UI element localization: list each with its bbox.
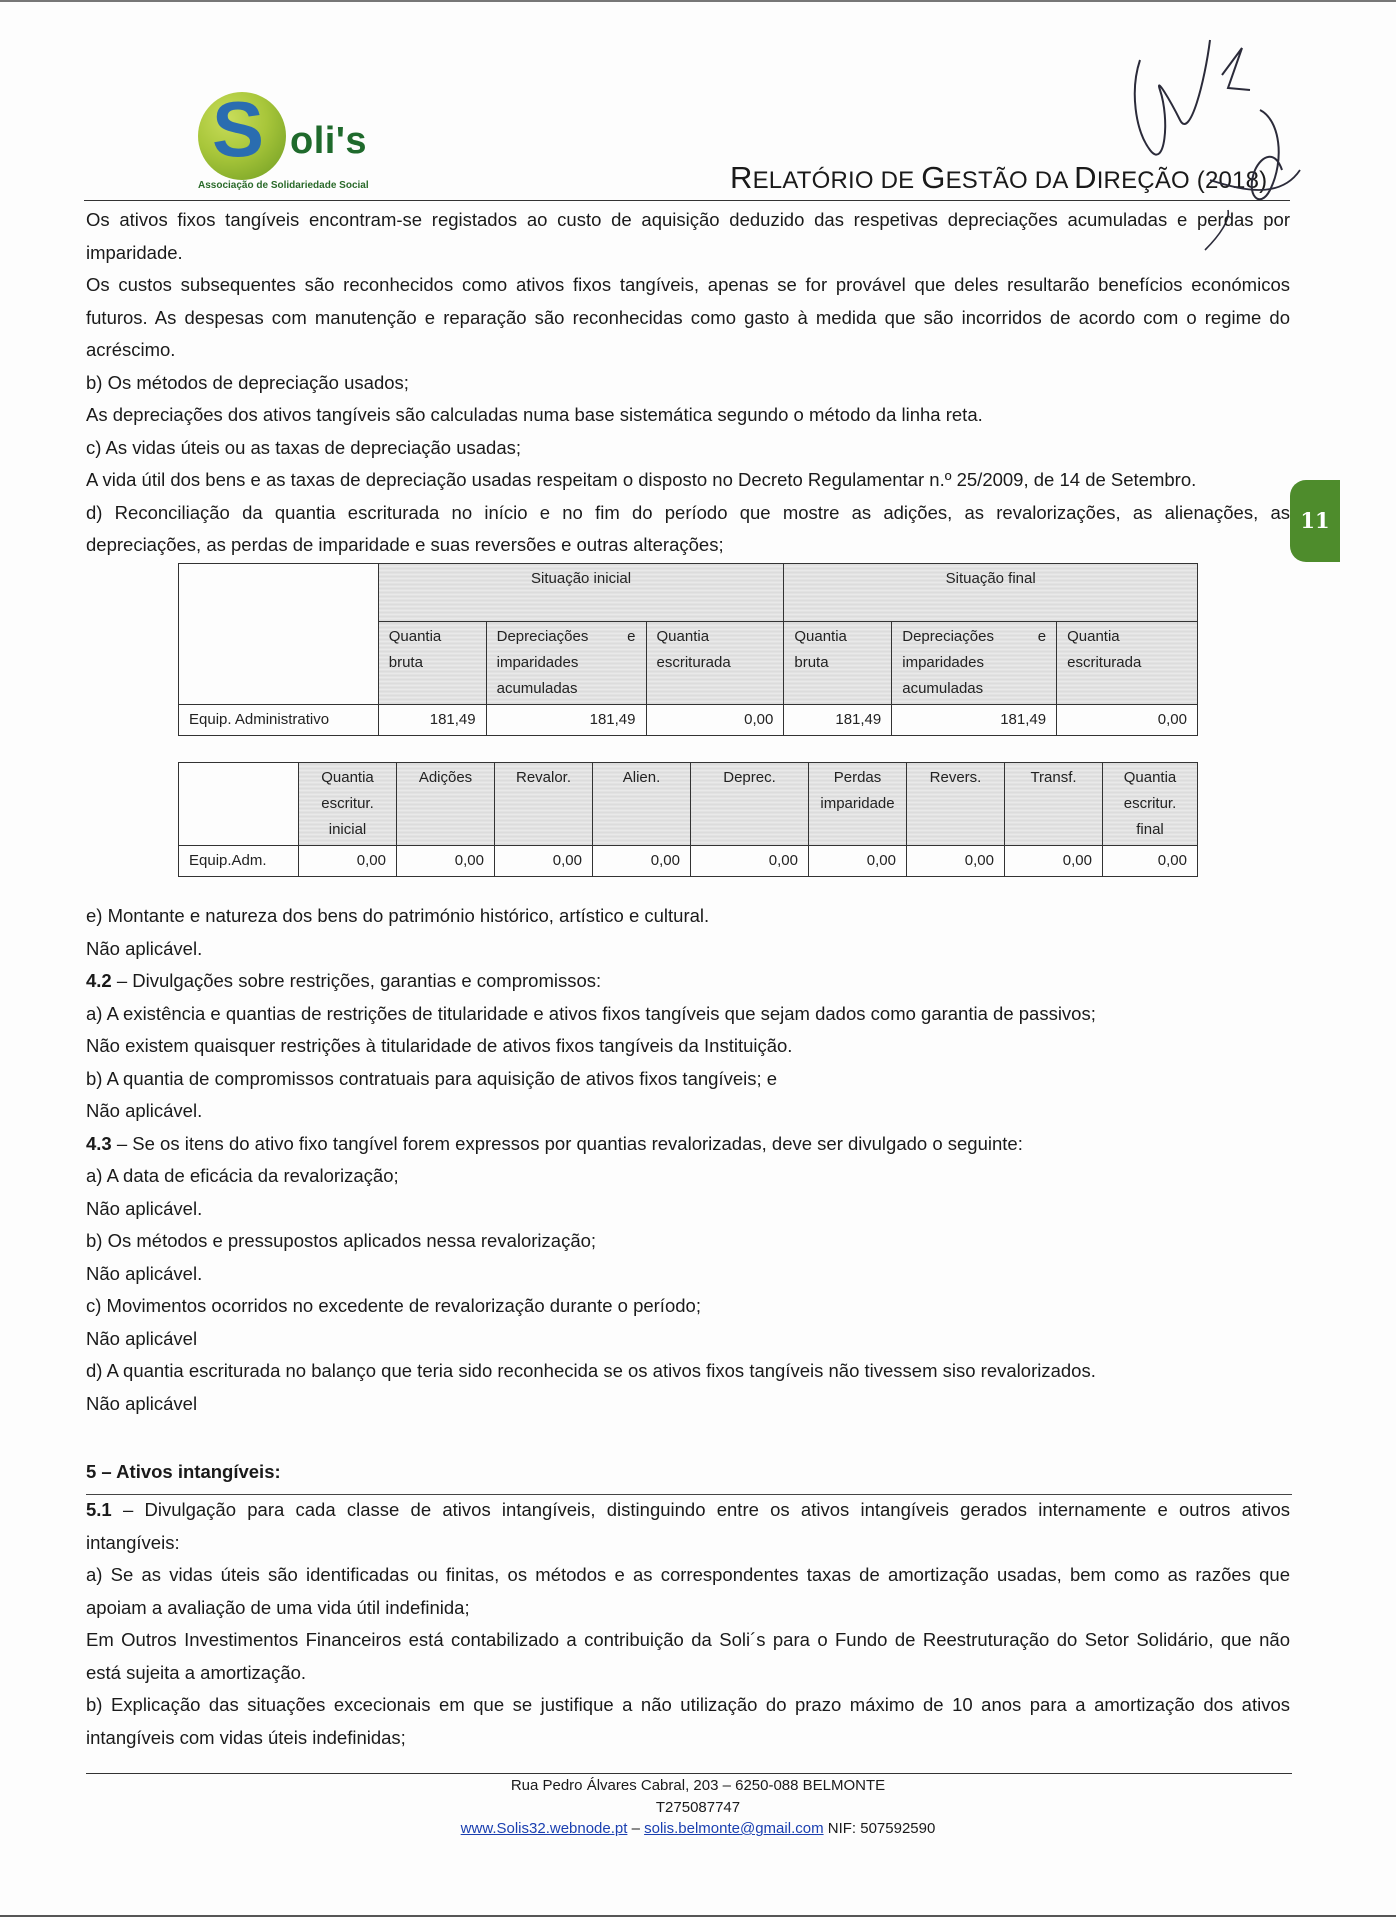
section-number: 4.3: [86, 1132, 112, 1154]
header-line: bruta: [794, 654, 829, 671]
header-line: escritur.: [1123, 795, 1177, 812]
column-header: [691, 763, 809, 846]
group-header-final: Situação final: [784, 564, 1198, 622]
scan-bottom-edge: [0, 1915, 1396, 1917]
paragraph-line: [86, 1095, 1290, 1128]
header-line: Deprec.: [723, 769, 776, 786]
line-text: está sujeita a amortização.: [86, 1661, 307, 1683]
report-title-part: G: [921, 160, 946, 195]
column-header: [299, 763, 397, 846]
paragraph-line: [86, 1559, 1290, 1592]
table-cell: 0,00: [397, 846, 495, 877]
row-label: Equip.Adm.: [179, 846, 299, 877]
header-line: Quantia: [388, 628, 442, 645]
group-header-initial: Situação inicial: [378, 564, 784, 622]
table-cell: 0,00: [907, 846, 1005, 877]
report-title-part: ELATÓRIO DE: [752, 167, 922, 194]
paragraph-line: [86, 1527, 1290, 1560]
header-word: Depreciações: [496, 628, 589, 645]
line-text: Não aplicável.: [86, 1100, 203, 1121]
paragraph-line: [86, 1160, 1290, 1193]
table-cell: 0,00: [593, 846, 691, 877]
column-header: [495, 763, 593, 846]
line-text: Não aplicável: [86, 1392, 198, 1414]
header-line: imparidade: [820, 795, 895, 812]
section-5: [86, 1456, 1290, 1489]
line-text: a) Se as vidas úteis são identificadas ou finitas, os métodos e as correspondentes taxas de amortização usadas, bem como as razões que: [86, 1564, 1290, 1585]
paragraph-line: As depreciações dos ativos tangíveis são calculadas numa base sistemática segundo o método da linha reta.: [86, 404, 983, 425]
header-line: [902, 624, 1046, 650]
paragraph-line: [86, 1290, 1290, 1323]
paragraph-line: [86, 1030, 1290, 1063]
header-line: Adições: [418, 769, 473, 786]
paragraph-line: imparidade.: [86, 241, 183, 263]
table-cell: 0,00: [691, 846, 809, 877]
table-cell: 0,00: [1057, 705, 1198, 736]
line-text: apoiam a avaliação de uma vida útil indefinida;: [86, 1596, 470, 1618]
column-header: [1057, 622, 1198, 705]
line-text: Não aplicável.: [86, 1197, 203, 1219]
paragraph-line: [86, 998, 1290, 1031]
paragraph-line: [86, 1388, 1290, 1421]
tangible-assets-situation-table: [178, 563, 1198, 736]
paragraph-line: b) Os métodos de depreciação usados;: [86, 371, 409, 393]
row-label: Equip. Administrativo: [179, 705, 379, 736]
line-text: Não existem quaisquer restrições à titularidade de ativos fixos tangíveis da Instituição.: [86, 1035, 793, 1056]
paragraph-line: d) Reconciliação da quantia escriturada no início e no fim do período que mostre as adições, as revalorizações, as alienações, as: [86, 501, 1290, 523]
header-line: imparidades: [496, 654, 579, 671]
paragraph-line: [86, 1063, 1290, 1096]
header-line: Revalor.: [515, 769, 572, 786]
table-cell: 181,49: [486, 705, 646, 736]
section-number: 5.1: [86, 1499, 112, 1520]
paragraph-line: [86, 900, 1290, 933]
email-link[interactable]: solis.belmonte@gmail.com: [644, 1820, 824, 1837]
header-line: final: [1136, 821, 1164, 838]
header-line: Quantia: [656, 628, 710, 645]
header-word: e: [1037, 628, 1047, 645]
table-corner-cell: [179, 564, 379, 705]
header-word: Depreciações: [902, 628, 994, 645]
footer-contacts: [0, 1820, 1396, 1837]
document-body-continued: [86, 900, 1290, 1420]
logo-name: oli's: [290, 120, 367, 162]
line-text: intangíveis com vidas úteis indefinidas;: [86, 1726, 406, 1748]
paragraph-line: [86, 933, 1290, 966]
logo-subtitle: Associação de Solidariedade Social: [198, 180, 369, 191]
header-line: acumuladas: [902, 680, 984, 697]
paragraph-line: [86, 1592, 1290, 1625]
line-text: – Se os itens do ativo fixo tangível forem expressos por quantias revalorizadas, deve ser divulgado o seguinte:: [111, 1132, 1023, 1154]
column-header: [1005, 763, 1103, 846]
footer-address: Rua Pedro Álvares Cabral, 203 – 6250-088 BELMONTE: [510, 1777, 886, 1794]
line-text: – Divulgações sobre restrições, garantias e compromissos:: [111, 970, 602, 991]
header-line: Quantia: [321, 769, 374, 786]
scan-top-edge: [0, 0, 1396, 2]
paragraph-line: [86, 1193, 1290, 1226]
header-line: inicial: [328, 821, 367, 838]
section-number: 4.2: [86, 970, 112, 991]
footer-separator: –: [627, 1820, 645, 1837]
paragraph-line: futuros. As despesas com manutenção e reparação são reconhecidas como gasto à medida que são incorridos de acordo com o regime do: [86, 306, 1290, 328]
website-link[interactable]: www.Solis32.webnode.pt: [460, 1820, 628, 1837]
section-5-body: [86, 1494, 1290, 1754]
paragraph-line: [86, 965, 1290, 998]
line-text: Em Outros Investimentos Financeiros está contabilizado a contribuição da Soli´s para o Fundo de Reestruturação do Setor Solidário, que não: [86, 1629, 1290, 1650]
paragraph-line: [86, 1494, 1290, 1527]
section-title: 5 – Ativos intangíveis:: [86, 1461, 281, 1482]
line-text: intangíveis:: [86, 1531, 180, 1553]
paragraph-line: [86, 1689, 1290, 1722]
line-text: a) A data de eficácia da revalorização;: [86, 1165, 399, 1186]
table-cell: 181,49: [784, 705, 892, 736]
table-cell: 0,00: [299, 846, 397, 877]
paragraph-line: [86, 1128, 1290, 1161]
tangible-assets-movements-table: [178, 762, 1198, 877]
line-text: c) Movimentos ocorridos no excedente de revalorização durante o período;: [86, 1295, 701, 1316]
header-line: Alien.: [622, 769, 661, 786]
footer-nif: NIF: 507592590: [823, 1820, 936, 1837]
column-header: [646, 622, 784, 705]
line-text: b) Os métodos e pressupostos aplicados nessa revalorização;: [86, 1230, 597, 1251]
header-line: escriturada: [656, 654, 731, 671]
header-line: imparidades: [902, 654, 984, 671]
header-line: Transf.: [1030, 769, 1077, 786]
paragraph-line: Os custos subsequentes são reconhecidos como ativos fixos tangíveis, apenas se for provável que deles resultarão benefícios económicos: [86, 274, 1290, 295]
paragraph-line: [86, 1657, 1290, 1690]
footer-rule: [86, 1773, 1292, 1774]
paragraph-line: [86, 1624, 1290, 1657]
table-cell: 0,00: [495, 846, 593, 877]
column-header: [486, 622, 646, 705]
line-text: Não aplicável: [86, 1327, 198, 1349]
header-word: e: [627, 628, 636, 645]
line-text: – Divulgação para cada classe de ativos intangíveis, distinguindo entre os ativos intangíveis gerados internamente e outros ativos: [111, 1499, 1290, 1520]
paragraph-line: c) As vidas úteis ou as taxas de depreciação usadas;: [86, 436, 522, 458]
table-cell: 0,00: [809, 846, 907, 877]
header-line: [497, 624, 636, 650]
report-title-part: D: [1074, 160, 1097, 195]
paragraph-line: Os ativos fixos tangíveis encontram-se registados ao custo de aquisição deduzido das respetivas depreciações acumuladas e perdas por: [86, 209, 1290, 230]
solis-logo: [198, 85, 428, 192]
page-number-tab: 11: [1290, 480, 1340, 562]
report-title-part: R: [730, 160, 753, 195]
table-cell: 0,00: [646, 705, 784, 736]
header-line: Revers.: [929, 769, 982, 786]
line-text: b) A quantia de compromissos contratuais para aquisição de ativos fixos tangíveis; e: [86, 1067, 778, 1089]
table-corner-cell: [179, 763, 299, 846]
column-header: [397, 763, 495, 846]
footer-phone: T275087747: [655, 1799, 741, 1816]
column-header: [907, 763, 1005, 846]
column-header: [378, 622, 486, 705]
document-body: [86, 204, 1290, 562]
line-text: a) A existência e quantias de restrições de titularidade e ativos fixos tangíveis que sejam dados como garantia de passivos;: [86, 1002, 1096, 1024]
header-line: Perdas: [833, 769, 882, 786]
line-text: Não aplicável.: [86, 1262, 203, 1284]
paragraph-line: A vida útil dos bens e as taxas de depreciação usadas respeitam o disposto no Decreto Regulamentar n.º 25/2009, de 14 de Setembro.: [86, 469, 1197, 490]
column-header: [892, 622, 1057, 705]
header-line: Quantia: [1067, 628, 1120, 645]
column-header: [809, 763, 907, 846]
table-cell: 0,00: [1103, 846, 1198, 877]
logo-letter: S: [212, 85, 265, 173]
paragraph-line: [86, 1355, 1290, 1388]
header-line: escritur.: [321, 795, 374, 812]
paragraph-line: [86, 1258, 1290, 1291]
report-title-part: IREÇÃO (2018): [1096, 167, 1268, 194]
line-text: e) Montante e natureza dos bens do património histórico, artístico e cultural.: [86, 905, 710, 926]
header-line: acumuladas: [496, 680, 578, 697]
line-text: d) A quantia escriturada no balanço que teria sido reconhecida se os ativos fixos tangíveis não tivessem siso revalorizados.: [86, 1360, 1096, 1381]
paragraph-line: [86, 1722, 1290, 1755]
paragraph-line: [86, 1323, 1290, 1356]
paragraph-line: depreciações, as perdas de imparidade e suas reversões e outras alterações;: [86, 534, 724, 555]
table-cell: 0,00: [1005, 846, 1103, 877]
column-header: [1103, 763, 1198, 846]
paragraph-line: [86, 1225, 1290, 1258]
column-header: [784, 622, 892, 705]
header-line: Quantia: [1123, 769, 1177, 786]
column-header: [593, 763, 691, 846]
header-line: bruta: [388, 654, 423, 671]
table-cell: 181,49: [378, 705, 486, 736]
header-line: Quantia: [794, 628, 847, 645]
line-text: Não aplicável.: [86, 937, 203, 959]
report-title-part: ESTÃO DA: [945, 167, 1075, 194]
header-line: escriturada: [1067, 654, 1142, 671]
paragraph-line: acréscimo.: [86, 339, 176, 360]
table-cell: 181,49: [892, 705, 1057, 736]
line-text: b) Explicação das situações excecionais em que se justifique a não utilização do prazo máximo de 10 anos para a amortização dos ativos: [86, 1694, 1290, 1715]
